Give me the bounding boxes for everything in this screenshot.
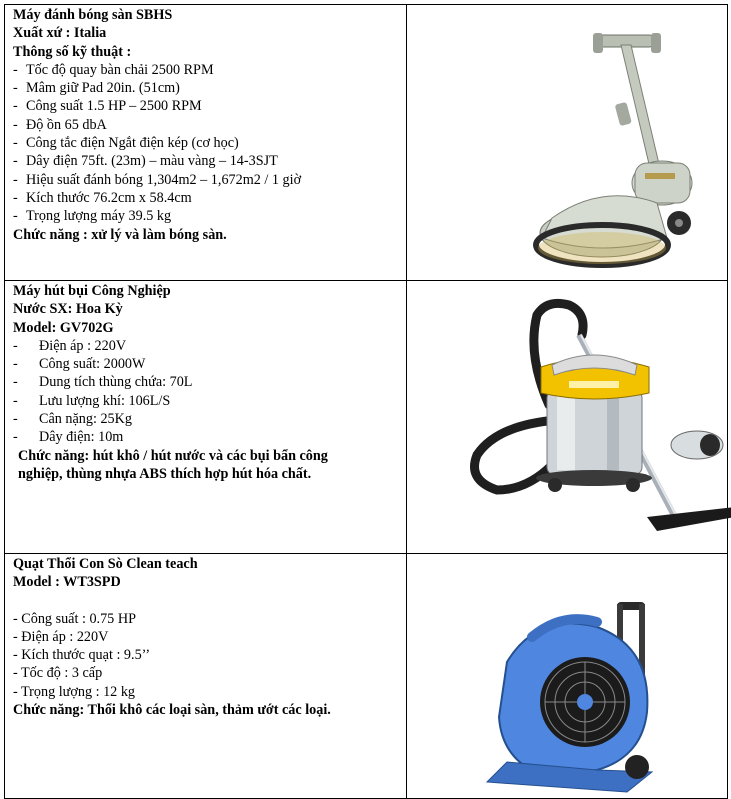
spec-item: - Dây điện: 10m (13, 429, 124, 446)
table-row (5, 5, 728, 281)
product-function-continued: nghiệp, thùng nhựa ABS thích hợp hút hóa chất. (18, 465, 312, 482)
product-image-cell (407, 281, 728, 554)
blower-fan-icon (477, 592, 697, 797)
spec-item: - Công suất : 0.75 HP (13, 610, 136, 627)
product-info-cell (5, 5, 407, 281)
spec-item: - Trọng lượng : 12 kg (13, 683, 136, 700)
spec-item: - Công suất: 2000W (13, 356, 146, 373)
table-row (5, 554, 728, 799)
floor-polisher-icon (517, 33, 717, 273)
spec-item: - Công suất 1.5 HP – 2500 RPM (13, 98, 202, 115)
vacuum-cleaner-icon (457, 295, 731, 540)
spec-item: - Điện áp : 220V (13, 337, 127, 354)
product-function: Chức năng: hút khô / hút nước và các bụi bẩn công (18, 447, 328, 464)
product-title: Máy đánh bóng sàn SBHS (13, 7, 173, 23)
spec-item: - Kích thước 76.2cm x 58.4cm (13, 189, 192, 206)
product-table (4, 4, 728, 799)
product-info-cell (5, 281, 407, 554)
specs-heading: Thông số kỹ thuật : (13, 43, 132, 60)
product-function: Chức năng : xử lý và làm bóng sàn. (13, 226, 227, 243)
product-image-cell (407, 5, 728, 281)
spec-item: - Kích thước quạt : 9.5’’ (13, 647, 151, 664)
product-info-cell (5, 554, 407, 799)
product-title: Quạt Thổi Con Sò Clean teach (13, 556, 198, 572)
product-origin: Xuất xứ : Italia (13, 25, 107, 42)
product-title: Máy hút bụi Công Nghiệp (13, 283, 171, 299)
product-function: Chức năng: Thổi khô các loại sàn, thảm ướt các loại. (13, 702, 331, 719)
spec-item: - Trọng lượng máy 39.5 kg (13, 208, 172, 225)
spec-item: - Cân nặng: 25Kg (13, 411, 132, 428)
table-row (5, 281, 728, 554)
spec-item: - Lưu lượng khí: 106L/S (13, 392, 171, 409)
product-origin: Nước SX: Hoa Kỳ (13, 301, 123, 318)
spec-item: - Độ ồn 65 dbA (13, 116, 107, 133)
spec-item: - Điện áp : 220V (13, 628, 109, 645)
spec-item: - Dây điện 75ft. (23m) – màu vàng – 14-3SJT (13, 153, 278, 170)
spec-item: - Hiệu suất đánh bóng 1,304m2 – 1,672m2 / 1 giờ (13, 171, 302, 188)
spec-item: - Tốc độ : 3 cấp (13, 665, 103, 682)
spec-item: - Công tắc điện Ngắt điện kép (cơ học) (13, 135, 239, 152)
product-image-cell (407, 554, 728, 799)
product-model: Model : WT3SPD (13, 574, 121, 591)
spec-item: - Mâm giữ Pad 20in. (51cm) (13, 80, 180, 97)
spec-item: - Dung tích thùng chứa: 70L (13, 374, 193, 391)
product-model: Model: GV702G (13, 319, 114, 336)
spec-item: - Tốc độ quay bàn chải 2500 RPM (13, 61, 214, 78)
